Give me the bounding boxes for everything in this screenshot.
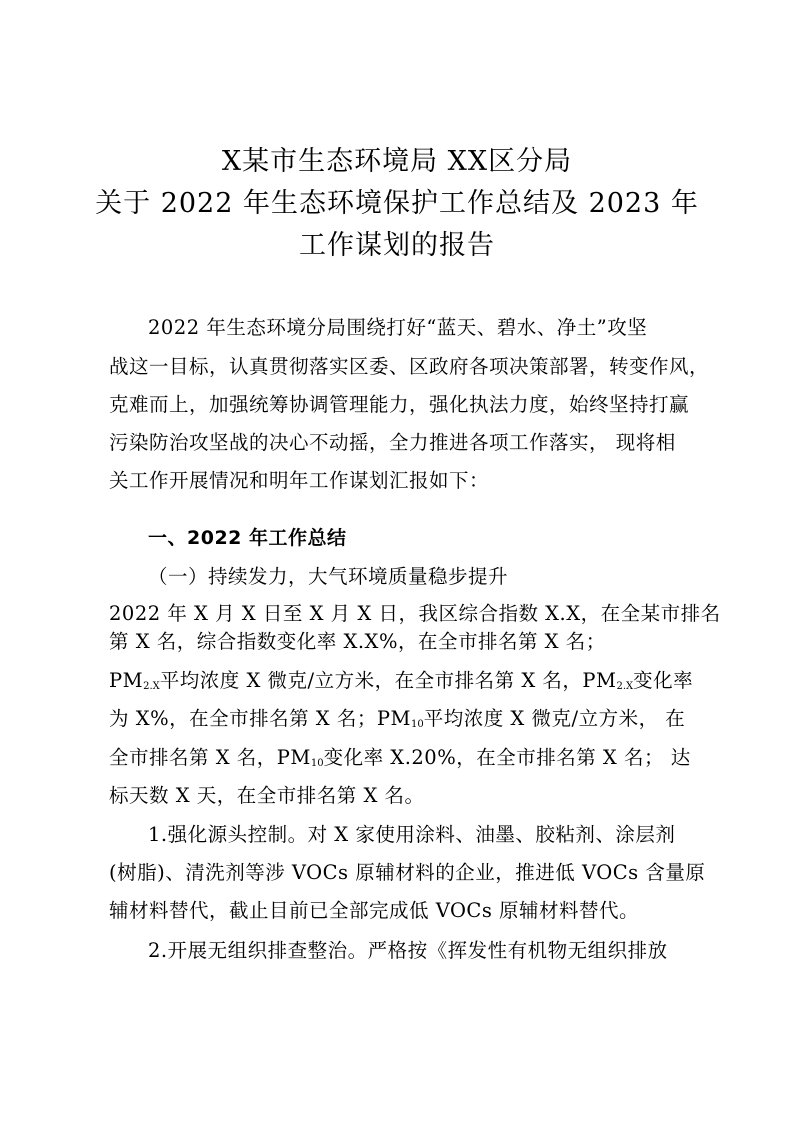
pm-line-1 — [109, 667, 699, 701]
pm10-label-2: PM — [276, 746, 311, 769]
pm25-text-2: 变化率 — [633, 669, 694, 692]
pm-text-2b: 平均浓度 X 微克/立方米， 在 — [423, 707, 686, 730]
pm-text-3a: 全市排名第 X 名， — [109, 746, 277, 769]
pm-line-3 — [109, 744, 699, 778]
pm25-subscript-2: 2.X — [616, 681, 634, 692]
section-heading: 一、2022 年工作总结 — [148, 527, 347, 549]
intro-line-1: 2022 年生态环境分局围绕打好“蓝天、碧水、净土”攻坚 — [148, 316, 648, 339]
report-title-line-1: X某市生态环境局 XX区分局 — [221, 146, 573, 177]
intro-line-5: 关工作开展情况和明年工作谋划汇报如下： — [109, 469, 490, 492]
pm25-label: PM — [109, 669, 144, 692]
item1-line-3: 辅材料替代，截止目前已全部完成低 VOCs 原辅材料替代。 — [109, 899, 640, 922]
item1-line-2: (树脂)、清洗剂等涉 VOCs 原辅材料的企业，推进低 VOCs 含量原 — [109, 861, 706, 884]
item1-line-1: 1.强化源头控制。对 X 家使用涂料、油墨、胶粘剂、涂层剂 — [148, 823, 676, 846]
intro-line-3: 克难而上，加强统筹协调管理能力，强化执法力度，始终坚持打赢 — [109, 393, 690, 416]
pm25-label-2: PM — [582, 669, 617, 692]
intro-line-4: 污染防治攻坚战的决心不动摇，全力推进各项工作落实， 现将相 — [109, 431, 676, 454]
subsection-heading: （一）持续发力，大气环境质量稳步提升 — [148, 565, 509, 588]
pm10-subscript: 10 — [410, 719, 424, 730]
pm-text-3b: 变化率 X.20%，在全市排名第 X 名； 达 — [323, 746, 691, 769]
summary-line-1: 2022 年 X 月 X 日至 X 月 X 日，我区综合指数 X.X，在全某市排名 — [109, 602, 721, 625]
pm25-text: 平均浓度 X 微克/立方米，在全市排名第 X 名， — [159, 669, 583, 692]
summary-line-2: 第 X 名，综合指数变化率 X.X%，在全市排名第 X 名； — [109, 630, 606, 653]
pm-line-4: 标天数 X 天，在全市排名第 X 名。 — [109, 784, 425, 807]
intro-line-2: 战这一目标，认真贯彻落实区委、区政府各项决策部署，转变作风， — [109, 355, 710, 378]
report-title-line-3: 工作谋划的报告 — [299, 230, 495, 261]
pm10-label: PM — [376, 707, 411, 730]
pm-line-2 — [109, 705, 699, 739]
item2-line-1: 2.开展无组织排查整治。严格按《挥发性有机物无组织排放 — [148, 939, 668, 962]
pm25-subscript: 2.X — [143, 681, 160, 692]
pm-text-2a: 为 X%，在全市排名第 X 名； — [109, 707, 377, 730]
pm10-subscript-2: 10 — [310, 758, 324, 769]
report-title-line-2: 关于 2022 年生态环境保护工作总结及 2023 年 — [95, 188, 699, 219]
